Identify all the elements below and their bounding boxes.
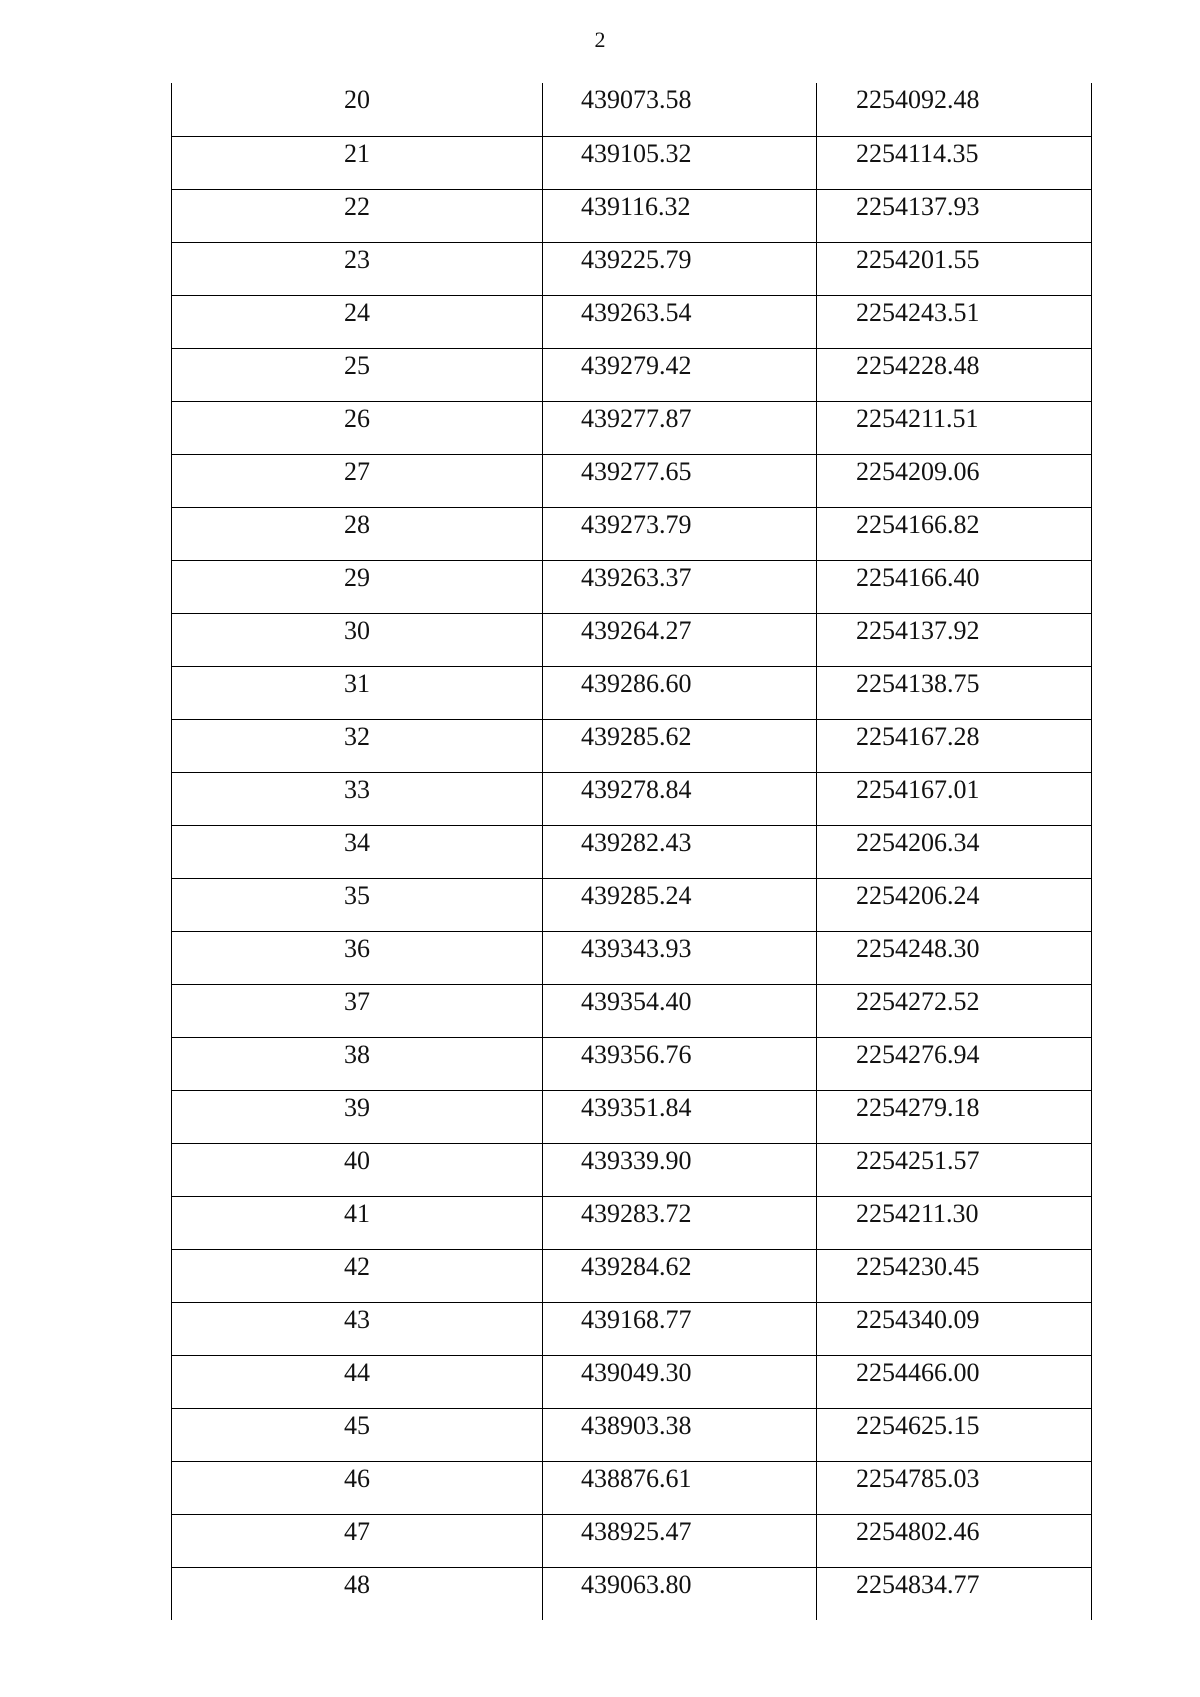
table-row — [172, 1090, 1092, 1143]
y-coordinate-text: 2254834.77 — [856, 1569, 980, 1599]
x-coordinate-text: 439105.32 — [581, 138, 692, 168]
table-row — [172, 772, 1092, 825]
y-coordinate-cell — [817, 1143, 1092, 1196]
x-coordinate-text: 438903.38 — [581, 1410, 692, 1440]
x-coordinate-text: 439063.80 — [581, 1569, 692, 1599]
x-coordinate-text: 439264.27 — [581, 615, 692, 645]
y-coordinate-cell — [817, 1302, 1092, 1355]
y-coordinate-cell — [817, 1461, 1092, 1514]
point-number-text: 30 — [344, 615, 370, 645]
page-number: 2 — [594, 27, 606, 52]
point-number-cell — [172, 1408, 543, 1461]
x-coordinate-text: 439285.24 — [581, 880, 692, 910]
x-coordinate-text: 439277.87 — [581, 403, 692, 433]
point-number-text: 34 — [344, 827, 370, 857]
y-coordinate-cell — [817, 1037, 1092, 1090]
point-number-text: 36 — [344, 933, 370, 963]
x-coordinate-text: 438876.61 — [581, 1463, 692, 1493]
x-coordinate-cell — [543, 1514, 817, 1567]
table-row — [172, 1567, 1092, 1620]
y-coordinate-cell — [817, 1249, 1092, 1302]
x-coordinate-cell — [543, 613, 817, 666]
point-number-cell — [172, 295, 543, 348]
x-coordinate-cell — [543, 1408, 817, 1461]
x-coordinate-cell — [543, 1355, 817, 1408]
point-number-cell — [172, 666, 543, 719]
x-coordinate-cell — [543, 1143, 817, 1196]
y-coordinate-cell — [817, 825, 1092, 878]
x-coordinate-text: 439339.90 — [581, 1145, 692, 1175]
y-coordinate-cell — [817, 507, 1092, 560]
point-number-cell — [172, 719, 543, 772]
point-number-cell — [172, 984, 543, 1037]
point-number-text: 39 — [344, 1092, 370, 1122]
x-coordinate-text: 439351.84 — [581, 1092, 692, 1122]
y-coordinate-cell — [817, 1090, 1092, 1143]
x-coordinate-text: 439273.79 — [581, 509, 692, 539]
point-number-text: 28 — [344, 509, 370, 539]
y-coordinate-text: 2254272.52 — [856, 986, 980, 1016]
point-number-text: 40 — [344, 1145, 370, 1175]
point-number-text: 43 — [344, 1304, 370, 1334]
point-number-cell — [172, 401, 543, 454]
x-coordinate-cell — [543, 666, 817, 719]
x-coordinate-text: 439343.93 — [581, 933, 692, 963]
point-number-cell — [172, 1355, 543, 1408]
y-coordinate-cell — [817, 136, 1092, 189]
y-coordinate-text: 2254209.06 — [856, 456, 980, 486]
coordinates-table-body — [172, 83, 1092, 1620]
point-number-text: 42 — [344, 1251, 370, 1281]
y-coordinate-text: 2254802.46 — [856, 1516, 980, 1546]
table-row — [172, 878, 1092, 931]
table-row — [172, 189, 1092, 242]
point-number-cell — [172, 83, 543, 136]
y-coordinate-text: 2254276.94 — [856, 1039, 980, 1069]
table-row — [172, 348, 1092, 401]
x-coordinate-text: 439116.32 — [581, 191, 691, 221]
y-coordinate-text: 2254114.35 — [856, 138, 979, 168]
y-coordinate-cell — [817, 1514, 1092, 1567]
y-coordinate-cell — [817, 401, 1092, 454]
table-row — [172, 454, 1092, 507]
x-coordinate-cell — [543, 83, 817, 136]
y-coordinate-text: 2254625.15 — [856, 1410, 980, 1440]
x-coordinate-cell — [543, 1302, 817, 1355]
point-number-cell — [172, 1302, 543, 1355]
y-coordinate-cell — [817, 666, 1092, 719]
point-number-text: 44 — [344, 1357, 370, 1387]
point-number-text: 23 — [344, 244, 370, 274]
point-number-text: 32 — [344, 721, 370, 751]
y-coordinate-cell — [817, 878, 1092, 931]
table-row — [172, 1355, 1092, 1408]
point-number-text: 22 — [344, 191, 370, 221]
y-coordinate-text: 2254166.82 — [856, 509, 980, 539]
x-coordinate-cell — [543, 242, 817, 295]
point-number-text: 33 — [344, 774, 370, 804]
y-coordinate-text: 2254251.57 — [856, 1145, 980, 1175]
x-coordinate-text: 439286.60 — [581, 668, 692, 698]
point-number-cell — [172, 613, 543, 666]
y-coordinate-cell — [817, 1408, 1092, 1461]
y-coordinate-cell — [817, 1355, 1092, 1408]
table-row — [172, 1408, 1092, 1461]
point-number-text: 48 — [344, 1569, 370, 1599]
point-number-cell — [172, 772, 543, 825]
table-row — [172, 560, 1092, 613]
table-row — [172, 1302, 1092, 1355]
point-number-cell — [172, 825, 543, 878]
point-number-cell — [172, 1090, 543, 1143]
table-row — [172, 1461, 1092, 1514]
x-coordinate-text: 439278.84 — [581, 774, 692, 804]
point-number-text: 29 — [344, 562, 370, 592]
y-coordinate-text: 2254243.51 — [856, 297, 980, 327]
y-coordinate-text: 2254228.48 — [856, 350, 980, 380]
point-number-cell — [172, 1196, 543, 1249]
y-coordinate-text: 2254166.40 — [856, 562, 980, 592]
y-coordinate-cell — [817, 931, 1092, 984]
table-row — [172, 719, 1092, 772]
point-number-text: 45 — [344, 1410, 370, 1440]
point-number-cell — [172, 1514, 543, 1567]
table-row — [172, 242, 1092, 295]
table-row — [172, 1037, 1092, 1090]
x-coordinate-text: 439263.54 — [581, 297, 692, 327]
table-row — [172, 931, 1092, 984]
y-coordinate-cell — [817, 189, 1092, 242]
y-coordinate-cell — [817, 295, 1092, 348]
x-coordinate-text: 439168.77 — [581, 1304, 692, 1334]
point-number-cell — [172, 560, 543, 613]
point-number-cell — [172, 242, 543, 295]
x-coordinate-cell — [543, 1249, 817, 1302]
y-coordinate-text: 2254206.24 — [856, 880, 980, 910]
x-coordinate-cell — [543, 507, 817, 560]
x-coordinate-cell — [543, 189, 817, 242]
x-coordinate-text: 439263.37 — [581, 562, 692, 592]
y-coordinate-text: 2254206.34 — [856, 827, 980, 857]
y-coordinate-cell — [817, 984, 1092, 1037]
x-coordinate-text: 439285.62 — [581, 721, 692, 751]
y-coordinate-text: 2254092.48 — [856, 85, 980, 114]
x-coordinate-text: 439225.79 — [581, 244, 692, 274]
point-number-cell — [172, 1037, 543, 1090]
x-coordinate-text: 439356.76 — [581, 1039, 692, 1069]
point-number-text: 21 — [344, 138, 370, 168]
table-row — [172, 825, 1092, 878]
point-number-text: 35 — [344, 880, 370, 910]
x-coordinate-cell — [543, 1196, 817, 1249]
x-coordinate-text: 439073.58 — [581, 85, 692, 114]
x-coordinate-cell — [543, 878, 817, 931]
y-coordinate-text: 2254138.75 — [856, 668, 980, 698]
x-coordinate-text: 439283.72 — [581, 1198, 692, 1228]
point-number-text: 25 — [344, 350, 370, 380]
y-coordinate-cell — [817, 772, 1092, 825]
x-coordinate-cell — [543, 295, 817, 348]
coordinates-table — [171, 83, 1092, 1620]
x-coordinate-text: 439277.65 — [581, 456, 692, 486]
x-coordinate-cell — [543, 1461, 817, 1514]
y-coordinate-cell — [817, 1196, 1092, 1249]
y-coordinate-cell — [817, 613, 1092, 666]
x-coordinate-cell — [543, 825, 817, 878]
table-row — [172, 401, 1092, 454]
table-row — [172, 984, 1092, 1037]
y-coordinate-text: 2254137.92 — [856, 615, 980, 645]
point-number-cell — [172, 1567, 543, 1620]
table-row — [172, 83, 1092, 136]
x-coordinate-text: 438925.47 — [581, 1516, 692, 1546]
y-coordinate-cell — [817, 348, 1092, 401]
point-number-cell — [172, 1461, 543, 1514]
point-number-cell — [172, 1249, 543, 1302]
y-coordinate-text: 2254167.28 — [856, 721, 980, 751]
table-row — [172, 613, 1092, 666]
point-number-text: 38 — [344, 1039, 370, 1069]
point-number-text: 47 — [344, 1516, 370, 1546]
x-coordinate-text: 439049.30 — [581, 1357, 692, 1387]
x-coordinate-text: 439284.62 — [581, 1251, 692, 1281]
point-number-text: 24 — [344, 297, 370, 327]
table-row — [172, 136, 1092, 189]
point-number-text: 26 — [344, 403, 370, 433]
x-coordinate-cell — [543, 931, 817, 984]
x-coordinate-cell — [543, 1567, 817, 1620]
point-number-cell — [172, 1143, 543, 1196]
point-number-cell — [172, 189, 543, 242]
x-coordinate-cell — [543, 984, 817, 1037]
y-coordinate-cell — [817, 1567, 1092, 1620]
table-row — [172, 295, 1092, 348]
x-coordinate-cell — [543, 1037, 817, 1090]
point-number-cell — [172, 878, 543, 931]
table-row — [172, 1514, 1092, 1567]
x-coordinate-cell — [543, 772, 817, 825]
y-coordinate-text: 2254340.09 — [856, 1304, 980, 1334]
table-row — [172, 666, 1092, 719]
y-coordinate-text: 2254201.55 — [856, 244, 980, 274]
x-coordinate-cell — [543, 454, 817, 507]
y-coordinate-cell — [817, 454, 1092, 507]
y-coordinate-cell — [817, 83, 1092, 136]
x-coordinate-cell — [543, 1090, 817, 1143]
point-number-cell — [172, 507, 543, 560]
y-coordinate-cell — [817, 242, 1092, 295]
y-coordinate-text: 2254211.30 — [856, 1198, 979, 1228]
y-coordinate-text: 2254785.03 — [856, 1463, 980, 1493]
table-row — [172, 1196, 1092, 1249]
point-number-cell — [172, 348, 543, 401]
y-coordinate-text: 2254466.00 — [856, 1357, 980, 1387]
point-number-text: 27 — [344, 456, 370, 486]
point-number-text: 46 — [344, 1463, 370, 1493]
x-coordinate-cell — [543, 348, 817, 401]
x-coordinate-text: 439282.43 — [581, 827, 692, 857]
y-coordinate-text: 2254248.30 — [856, 933, 980, 963]
y-coordinate-text: 2254167.01 — [856, 774, 980, 804]
y-coordinate-cell — [817, 560, 1092, 613]
point-number-text: 37 — [344, 986, 370, 1016]
y-coordinate-text: 2254211.51 — [856, 403, 979, 433]
point-number-cell — [172, 931, 543, 984]
x-coordinate-cell — [543, 719, 817, 772]
point-number-text: 20 — [344, 85, 370, 114]
y-coordinate-text: 2254230.45 — [856, 1251, 980, 1281]
point-number-text: 31 — [344, 668, 370, 698]
y-coordinate-cell — [817, 719, 1092, 772]
x-coordinate-cell — [543, 560, 817, 613]
x-coordinate-text: 439279.42 — [581, 350, 692, 380]
y-coordinate-text: 2254279.18 — [856, 1092, 980, 1122]
point-number-text: 41 — [344, 1198, 370, 1228]
point-number-cell — [172, 454, 543, 507]
x-coordinate-cell — [543, 136, 817, 189]
table-row — [172, 507, 1092, 560]
point-number-cell — [172, 136, 543, 189]
x-coordinate-cell — [543, 401, 817, 454]
x-coordinate-text: 439354.40 — [581, 986, 692, 1016]
y-coordinate-text: 2254137.93 — [856, 191, 980, 221]
table-row — [172, 1143, 1092, 1196]
table-row — [172, 1249, 1092, 1302]
